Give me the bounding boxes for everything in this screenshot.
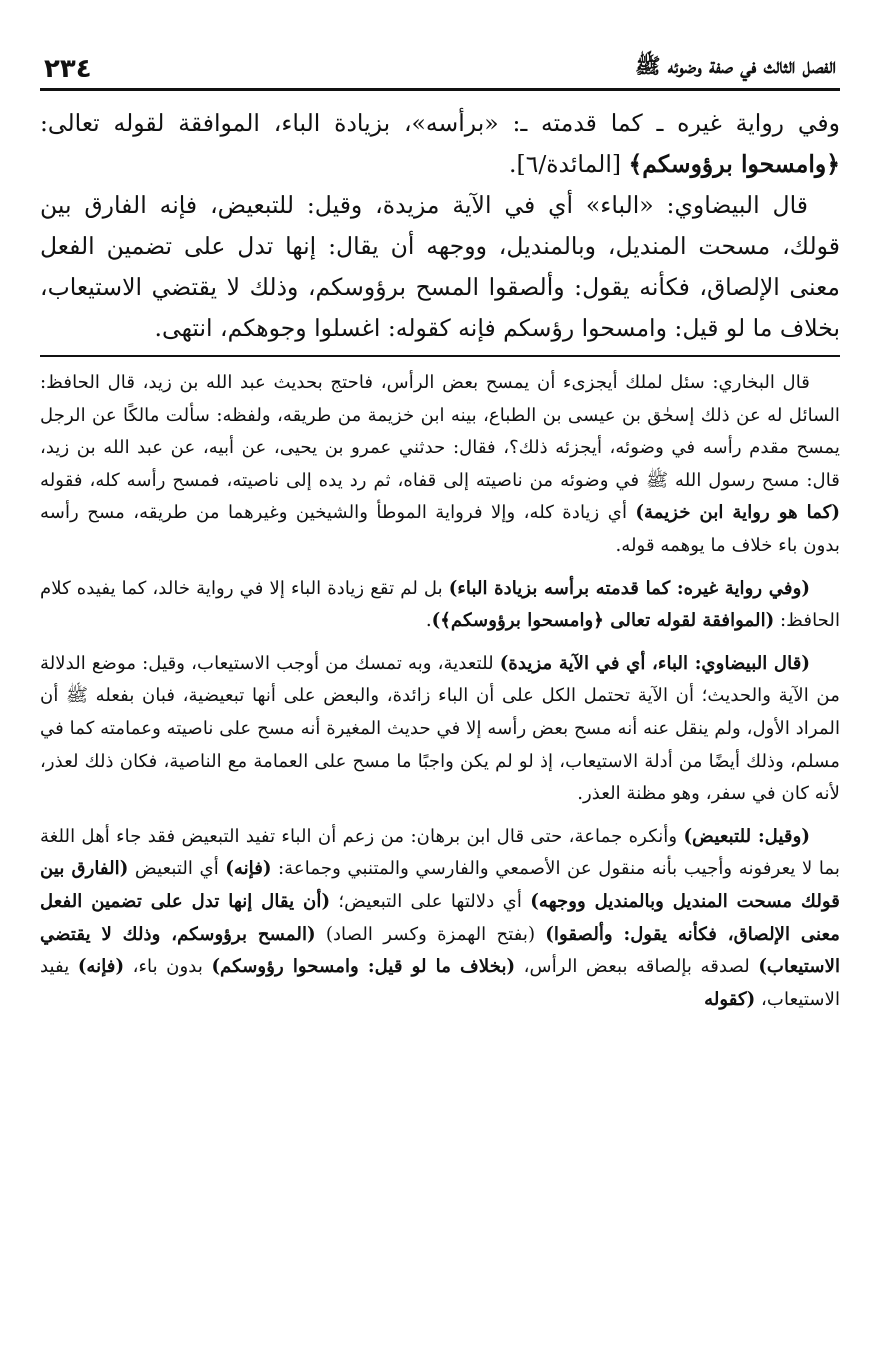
commentary-4-text-g: يفيد الاستيعاب، bbox=[40, 956, 840, 1010]
commentary-4-bold-g: (فإنه) bbox=[77, 956, 125, 978]
commentary-1-text-b: أي زيادة كله، وإلا فرواية الموطأ والشيخين وغيرهما من طريقه، مسح رأسه بدون باء خلاف ما يوهمه قوله. bbox=[40, 502, 840, 556]
commentary-1-bold-a: (كما هو رواية ابن خزيمة) bbox=[635, 502, 840, 524]
commentary-paragraph-2 bbox=[40, 573, 840, 638]
commentary-4-text-b: أي التبعيض bbox=[128, 858, 226, 880]
commentary-paragraph-4 bbox=[40, 821, 840, 1017]
commentary-4-text-c: أي دلالتها على التبعيض؛ bbox=[330, 890, 531, 912]
commentary-2-text-a: بل لم تقع زيادة الباء إلا في رواية خالد، كما يفيده كلام الحافظ: bbox=[40, 577, 840, 632]
commentary-4-text-d: (بفتح الهمزة وكسر الصاد) bbox=[315, 923, 546, 945]
commentary-2-bold-a: (وفي رواية غيره: كما قدمته برأسه بزيادة الباء) bbox=[448, 577, 810, 599]
commentary-2-text-b: . bbox=[425, 610, 432, 632]
verse-reference: [المائدة/٦]. bbox=[509, 150, 629, 178]
commentary-3-bold-a: (قال البيضاوي: الباء، أي في الآية مزيدة) bbox=[499, 652, 810, 674]
main-text bbox=[40, 103, 840, 349]
commentary-divider bbox=[40, 355, 840, 357]
commentary-4-bold-d: (أن يقال إنها تدل على تضمين الفعل معنى الإلصاق، فكأنه يقول: وألصقوا) bbox=[40, 890, 840, 945]
commentary-4-bold-a: (وقيل: للتبعيض) bbox=[683, 825, 811, 847]
main-paragraph-1-text-a: وفي رواية غيره ـ كما قدمته ـ: «برأسه»، بزيادة الباء، الموافقة لقوله تعالى: bbox=[40, 109, 840, 137]
commentary-4-bold-b: (فإنه) bbox=[225, 858, 272, 880]
main-paragraph-1 bbox=[40, 103, 840, 185]
commentary-1-text-a: قال البخاري: سئل لملك أيجزىء أن يمسح بعض الرأس، فاحتج بحديث عبد الله بن زيد، قال الحافظ: السائل له عن ذلك إسحٰق بن عيسى بن الطباع، بينه ابن خزيمة من طريقه، ولفظه: سألت مالكًا عن الرجل يمسح مقدم رأسه في وضوئه، أيجزئه ذلك؟، فقال: حدثني عمرو بن يحيى، عن أبيه، عن عبد الله بن زيد، قال: مسح رسول الله ﷺ في وضوئه من ناصيته إلى قفاه، ثم رد يده إلى ناصيته، فمسح رأسه كله، فقوله bbox=[40, 372, 840, 491]
commentary-paragraph-3 bbox=[40, 648, 840, 811]
commentary-4-bold-c: (الفارق بين قولك مسحت المنديل وبالمنديل ووجهه) bbox=[40, 858, 840, 912]
commentary-4-bold-e: (المسح برؤوسكم، وذلك لا يقتضي الاستيعاب) bbox=[40, 923, 840, 978]
main-paragraph-2: قال البيضاوي: «الباء» أي في الآية مزيدة، وقيل: للتبعيض، فإنه الفارق بين قولك، مسحت المنديل، وبالمنديل، ووجهه أن يقال: إنها تدل على تضمين الفعل معنى الإلصاق، فكأنه يقول: وألصقوا المسح برؤوسكم، وذلك لا يقتضي الاستيعاب، بخلاف ما لو قيل: وامسحوا رؤسكم فإنه كقوله: اغسلوا وجوهكم، انتهى. bbox=[40, 191, 840, 342]
commentary-2-bold-b: (الموافقة لقوله تعالى ﴿وامسحوا برؤوسكم﴾) bbox=[431, 610, 775, 632]
commentary-4-text-e: لصدقه بإلصاقه ببعض الرأس، bbox=[515, 956, 759, 978]
commentary-text bbox=[40, 367, 840, 1016]
chapter-title: الفصل الثالث في صفة وضوئه ﷺ bbox=[635, 53, 836, 78]
quran-verse: ﴿وامسحوا برؤوسكم﴾ bbox=[628, 150, 840, 178]
page-header bbox=[40, 44, 840, 91]
commentary-4-bold-f: (بخلاف ما لو قيل: وامسحوا رؤوسكم) bbox=[211, 956, 516, 978]
commentary-4-bold-h: (كقوله bbox=[704, 988, 756, 1010]
book-page bbox=[40, 44, 840, 1026]
commentary-4-text-a: وأنكره جماعة، حتى قال ابن برهان: من زعم أن الباء تفيد التبعيض فقد جاء أهل اللغة بما لا يعرفونه وأجيب بأنه منقول عن الأصمعي والفارسي والمتنبي وجماعة: bbox=[40, 825, 840, 880]
page-number: ٢٣٤ bbox=[44, 54, 92, 84]
commentary-paragraph-1 bbox=[40, 367, 840, 563]
commentary-4-text-f: بدون باء، bbox=[124, 956, 212, 978]
commentary-3-text-a: للتعدية، وبه تمسك من أوجب الاستيعاب، وقيل: موضع الدلالة من الآية والحديث؛ أن الآية تحتمل الكل على أن الباء زائدة، والبعض على أنها تبعيضية، فبان بفعله ﷺ أن المراد الأول، ولم ينقل عنه أنه مسح بعض رأسه إلا في حديث المغيرة أنه مسح على ناصيته وعمامته كما في مسلم، وذلك أيضًا من أدلة الاستيعاب، إذ لو لم يكن واجبًا ما مسح على العمامة مع الناصية، فكان ذلك لعذر، لأنه كان في سفر، وهو مظنة العذر. bbox=[40, 652, 840, 805]
